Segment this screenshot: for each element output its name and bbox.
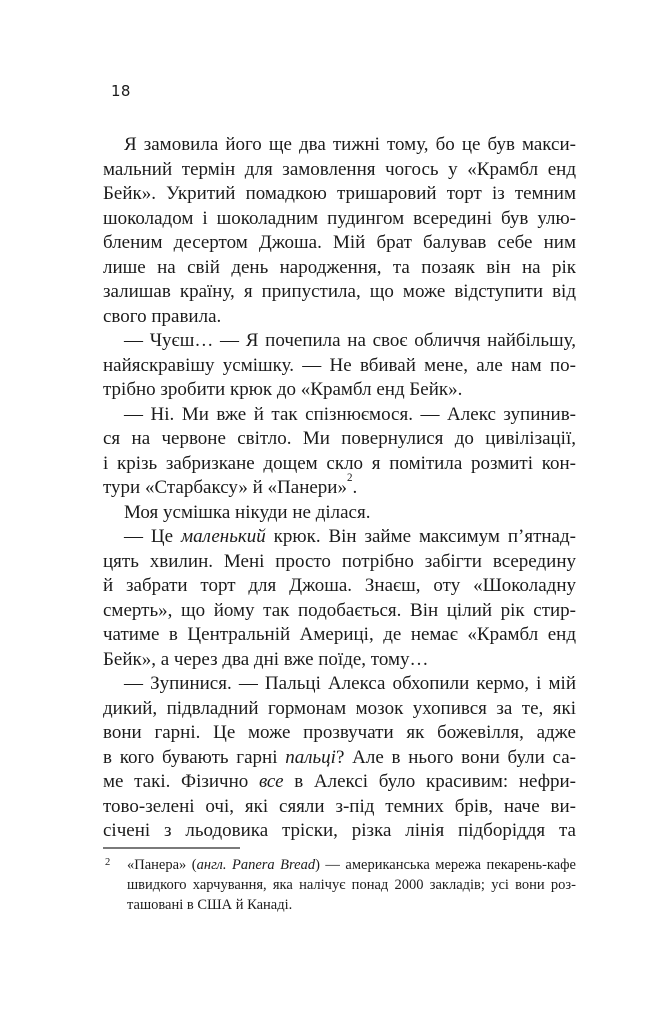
text-line: шоколадом і шоколадним пудингом всередині був улю- xyxy=(103,207,576,229)
text-line: найяскравішу усмішку. — Не вбивай мене, але нам по- xyxy=(103,354,576,376)
footnote-line: «Панера» (англ. Panera Bread) — американська мережа пекарень-кафе xyxy=(127,857,576,873)
text-line: й забрати торт для Джоша. Знаєш, оту «Шоколадну xyxy=(103,575,576,596)
text-line: — Чуєш… — Я почепила на своє обличчя найбільшу, xyxy=(124,330,576,351)
body-text xyxy=(103,133,576,844)
footnote-line: швидкого харчування, яка налічує понад 2000 закладів; усі вони роз- xyxy=(127,877,576,893)
text-line: Бейк», а через два дні вже поїде, тому… xyxy=(103,648,429,670)
text-line: бленим десертом Джоша. Мій брат балував себе ним xyxy=(103,232,576,253)
text-line: лише на свій день народження, та позаяк він на рік xyxy=(103,256,576,278)
text-line: цять хвилин. Мені просто потрібно забігти всередину xyxy=(103,550,576,572)
text-line: Я замовила його ще два тижні тому, бо це був макси- xyxy=(124,134,576,155)
page-number: 18 xyxy=(111,82,131,100)
footnote-reference: 2 xyxy=(346,471,353,484)
text-line: Бейк». Укритий помадкою тришаровий торт із темним xyxy=(103,183,576,204)
footnote-marker: 2 xyxy=(105,857,111,868)
text-line: дикий, підвладний гормонам мозок ухопився за те, які xyxy=(103,697,576,719)
text-line: ме такі. Фізично все в Алексі було красивим: нефри- xyxy=(103,771,577,792)
footnote xyxy=(103,855,576,915)
text-line: — Ні. Ми вже й так спізнюємося. — Алекс зупинив- xyxy=(124,403,576,425)
text-line: мальний термін для замовлення чогось у «Крамбл енд xyxy=(103,158,576,180)
footnote-separator xyxy=(103,847,240,849)
text-line: січені з льодовика тріски, різка лінія підборіддя та xyxy=(103,820,576,841)
footnote-line: ташовані в США й Канаді. xyxy=(127,897,293,913)
text-line: трібно зробити крюк до «Крамбл енд Бейк». xyxy=(103,379,463,400)
text-line: — Зупинися. — Пальці Алекса обхопили кермо, і мій xyxy=(124,673,576,694)
text-line: — Це маленький крюк. Він займе максимум п’ятнад- xyxy=(124,526,576,547)
footnote-text xyxy=(127,855,576,915)
text-line: тури «Старбаксу» й «Панери»$^2$. xyxy=(103,471,358,498)
text-line: Моя усмішка нікуди не ділася. xyxy=(124,501,371,523)
text-line: чатиме в Центральній Америці, де немає «Крамбл енд xyxy=(103,624,576,645)
text-line: вони гарні. Це може прозвучати як божевілля, адже xyxy=(103,722,576,743)
text-line: свого правила. xyxy=(103,305,222,327)
text-line: смерть», що йому так подобається. Він цілий рік стир- xyxy=(103,599,576,621)
text-line: і крізь забризкане дощем скло я помітила розмиті кон- xyxy=(103,452,576,474)
text-line: ся на червоне світло. Ми повернулися до цивілізації, xyxy=(103,428,576,449)
text-line: тово-зелені очі, які сяяли з-під темних брів, наче ви- xyxy=(103,795,576,817)
text-line: залишав країну, я припустила, що може відступити від xyxy=(103,281,576,302)
text-line: в кого бувають гарні пальці? Але в нього вони були са- xyxy=(103,746,576,768)
